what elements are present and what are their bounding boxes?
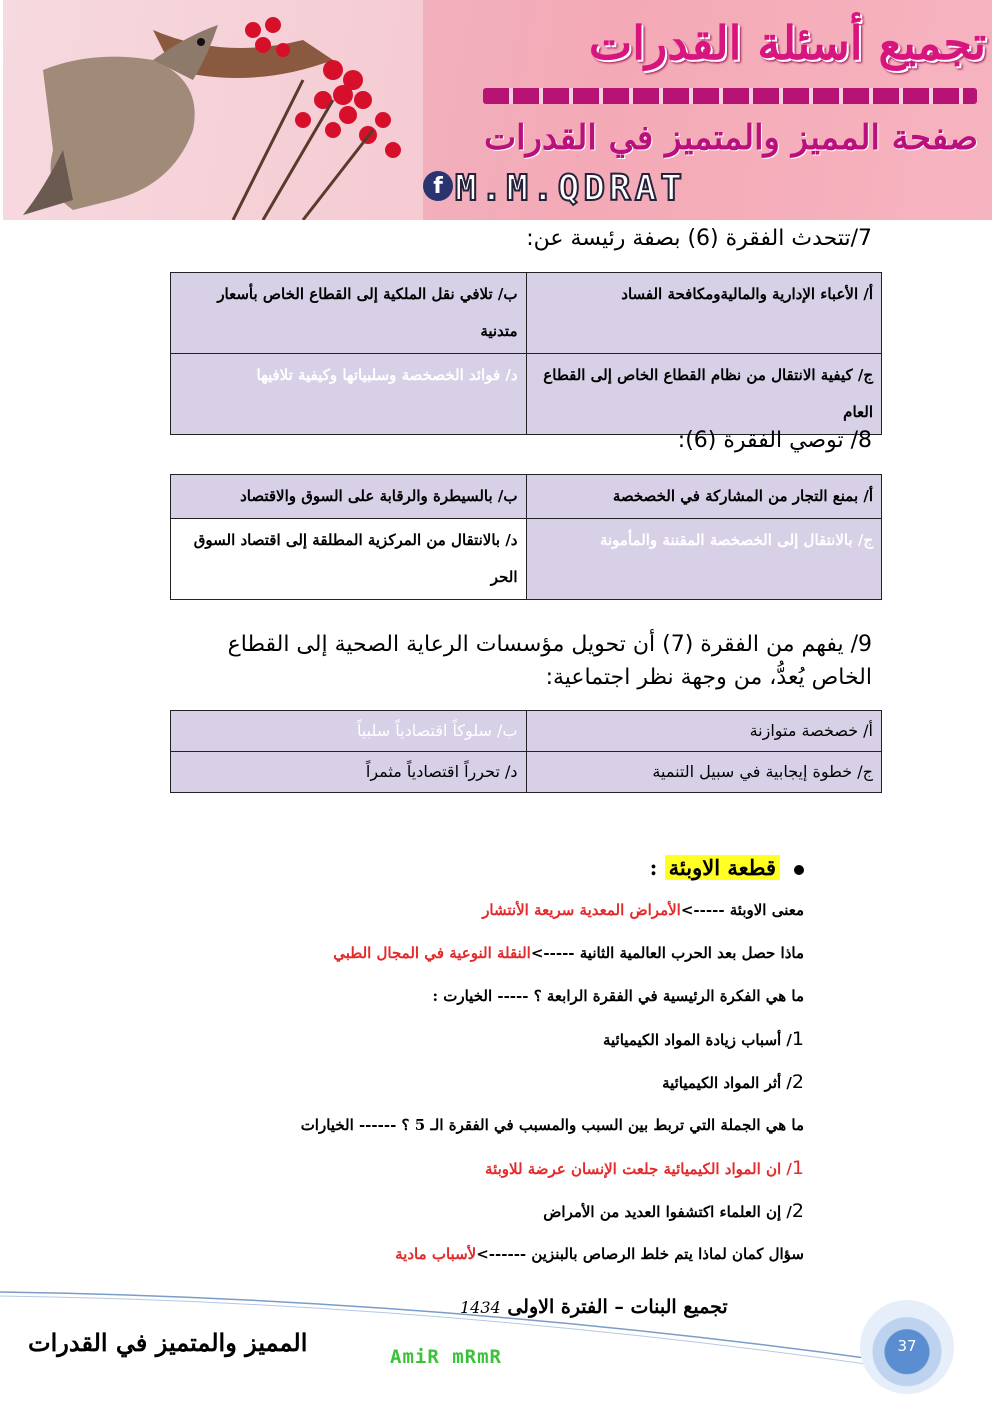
question-9-options <box>170 710 882 793</box>
header-banner <box>3 0 992 220</box>
banner-decorative-strip <box>483 88 977 104</box>
footer-credit: AmiR mRmR <box>390 1346 502 1368</box>
notes-heading-line <box>164 846 804 889</box>
option-d[interactable]: د/ فوائد الخصخصة وسلبياتها وكيفية تلافيها <box>171 354 527 435</box>
option-a[interactable]: أ/ الأعباء الإدارية والماليةومكافحة الفساد <box>526 273 882 354</box>
note-line: ماذا حصل بعد الحرب العالمية الثانية ----->النقلة النوعية في المجال الطبي <box>333 944 804 962</box>
note-line: 2/ إن العلماء اكتشفوا العديد من الأمراض <box>543 1200 804 1222</box>
note-line: 2/ أثر المواد الكيميائية <box>662 1071 804 1093</box>
question-8-options <box>170 474 882 600</box>
footer-compiled: تجميع البنات – الفترة الاولى 1434 <box>460 1296 728 1318</box>
epidemics-notes <box>164 846 804 1276</box>
option-b[interactable]: ب/ تلافي نقل الملكية إلى القطاع الخاص بأسعار متدنية <box>171 273 527 354</box>
notes-heading: قطعة الاوبئة <box>665 855 780 880</box>
option-a[interactable]: أ/ خصخصة متوازنة <box>526 711 882 752</box>
note-line: 1/ ان المواد الكيميائية جلعت الإنسان عرضة للاوبئة <box>485 1157 804 1179</box>
question-7-options <box>170 272 882 435</box>
page-number-badge <box>860 1300 954 1394</box>
banner-handle: M.M.QDRAT <box>455 168 687 209</box>
option-c[interactable]: ج/ كيفية الانتقال من نظام القطاع الخاص إلى القطاع العام <box>526 354 882 435</box>
question-9: 9/ يفهم من الفقرة (7) أن تحويل مؤسسات الرعاية الصحية إلى القطاع الخاص يُعدُّ، من وجهة نظر اجتماعية: <box>227 632 872 690</box>
banner-subtitle: صفحة المميز والمتميز في القدرات <box>484 118 978 158</box>
option-c[interactable]: ج/ بالانتقال إلى الخصخصة المقننة والمأمونة <box>526 519 882 600</box>
option-b[interactable]: ب/ سلوكاً اقتصادياً سلبياً <box>171 711 527 752</box>
question-7: 7/تتحدث الفقرة (6) بصفة رئيسة عن: <box>526 226 872 251</box>
note-line: سؤال كمان لماذا يتم خلط الرصاص بالبنزين ------>لأسباب مادية <box>395 1245 804 1263</box>
facebook-icon: f <box>423 171 453 201</box>
option-a[interactable]: أ/ بمنع التجار من المشاركة في الخصخصة <box>526 475 882 519</box>
footer-brand: المميز والمتميز في القدرات <box>28 1328 308 1357</box>
banner-title: تجميع أسئلة القدرات <box>588 16 986 70</box>
option-d[interactable]: د/ تحرراً اقتصادياً مثمراً <box>171 752 527 793</box>
notes-heading-colon: : <box>649 855 658 880</box>
note-line: ما هي الجملة التي تربط بين السبب والمسبب في الفقرة الـ 5 ؟ ------ الخيارات <box>300 1116 804 1134</box>
note-line: ما هي الفكرة الرئيسية في الفقرة الرابعة ؟ ----- الخيارت : <box>432 987 804 1005</box>
page-number: 37 <box>897 1337 917 1355</box>
bird-branch-illustration <box>3 0 423 220</box>
note-line: 1/ أسباب زيادة المواد الكيميائية <box>602 1028 804 1050</box>
option-b[interactable]: ب/ بالسيطرة والرقابة على السوق والاقتصاد <box>171 475 527 519</box>
option-d[interactable]: د/ بالانتقال من المركزية المطلقة إلى اقتصاد السوق الحر <box>171 519 527 600</box>
note-line: معنى الاوبئة ----->الأمراض المعدية سريعة الأنتشار <box>482 901 804 919</box>
question-8: 8/ توصي الفقرة (6): <box>677 428 872 453</box>
bullet-icon <box>794 865 804 875</box>
option-c[interactable]: ج/ خطوة إيجابية في سبيل التنمية <box>526 752 882 793</box>
